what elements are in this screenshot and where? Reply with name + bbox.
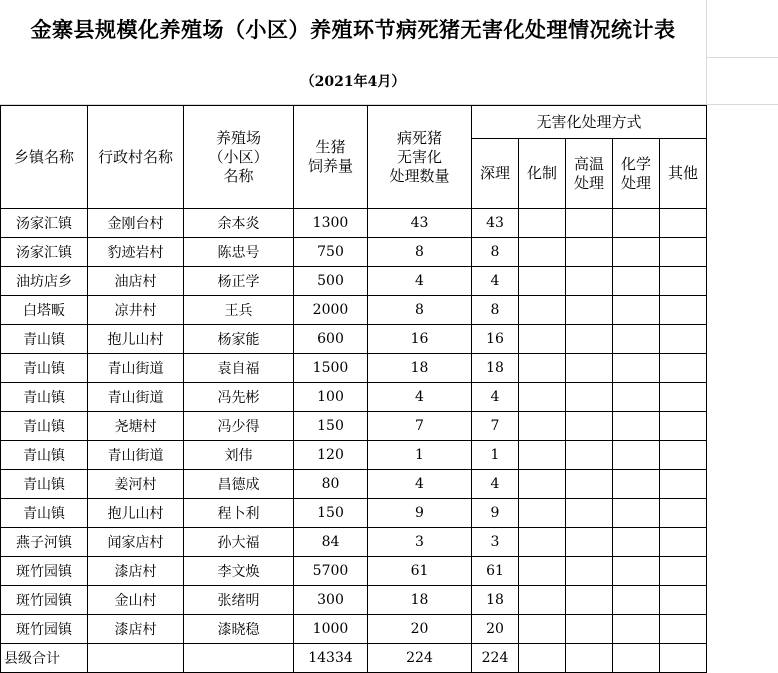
cell-method (519, 354, 566, 383)
table-row (1, 383, 707, 412)
cell-dead: 8 (368, 296, 472, 325)
cell-method (566, 296, 613, 325)
cell-village: 金刚台村 (88, 209, 184, 238)
table-row (1, 528, 707, 557)
statistics-table (0, 105, 707, 673)
cell-method (566, 586, 613, 615)
header-dead-line: 病死猪 (396, 128, 442, 147)
cell-method (519, 412, 566, 441)
header-method-deep-burial (472, 139, 519, 209)
cell-farm: 刘伟 (184, 441, 294, 470)
cell-method (566, 383, 613, 412)
cell-method (519, 441, 566, 470)
cell-stock: 600 (294, 325, 368, 354)
cell-method (613, 412, 660, 441)
cell-method (613, 615, 660, 644)
cell-method (660, 528, 707, 557)
cell-dead: 18 (368, 586, 472, 615)
cell-method (519, 528, 566, 557)
cell-farm: 袁自福 (184, 354, 294, 383)
cell-method (660, 615, 707, 644)
cell-method (660, 354, 707, 383)
cell-town: 油坊店乡 (1, 267, 88, 296)
cell-town: 燕子河镇 (1, 528, 88, 557)
cell-dead: 20 (368, 615, 472, 644)
cell-method: 9 (472, 499, 519, 528)
header-method-line: 其他 (667, 164, 698, 182)
header-dead (368, 106, 472, 209)
cell-method (519, 586, 566, 615)
header-method-line: 化学 (620, 154, 651, 173)
cell-stock: 1000 (294, 615, 368, 644)
header-method-line: 处理 (573, 173, 604, 192)
total-method (613, 644, 660, 673)
header-method-line: 深理 (479, 164, 510, 182)
cell-village: 抱儿山村 (88, 325, 184, 354)
cell-method: 1 (472, 441, 519, 470)
cell-method (566, 615, 613, 644)
total-stock: 14334 (294, 644, 368, 673)
cell-village: 青山街道 (88, 383, 184, 412)
cell-farm: 杨正学 (184, 267, 294, 296)
cell-method (566, 209, 613, 238)
cell-method (613, 267, 660, 296)
cell-dead: 3 (368, 528, 472, 557)
table-body (1, 209, 707, 673)
header-stock-line: 生猪 (315, 138, 346, 156)
cell-method (613, 470, 660, 499)
header-method-high-temp (566, 139, 613, 209)
cell-stock: 120 (294, 441, 368, 470)
total-empty-cell (184, 644, 294, 673)
header-farm-line: （小区） (208, 147, 269, 166)
cell-farm: 冯先彬 (184, 383, 294, 412)
header-farm-line: 名称 (223, 166, 254, 185)
cell-farm: 张绪明 (184, 586, 294, 615)
cell-method: 16 (472, 325, 519, 354)
cell-method (613, 238, 660, 267)
cell-stock: 300 (294, 586, 368, 615)
table-row (1, 354, 707, 383)
cell-dead: 7 (368, 412, 472, 441)
cell-stock: 500 (294, 267, 368, 296)
cell-method (519, 238, 566, 267)
table-row (1, 267, 707, 296)
cell-village: 漆店村 (88, 557, 184, 586)
cell-method (566, 412, 613, 441)
table-row (1, 209, 707, 238)
total-dead: 224 (368, 644, 472, 673)
cell-village: 尧塘村 (88, 412, 184, 441)
cell-farm: 李文焕 (184, 557, 294, 586)
cell-farm: 孙大福 (184, 528, 294, 557)
cell-village: 金山村 (88, 586, 184, 615)
cell-method (660, 441, 707, 470)
cell-dead: 4 (368, 383, 472, 412)
cell-farm: 王兵 (184, 296, 294, 325)
cell-method (660, 412, 707, 441)
header-town: 乡镇名称 (1, 106, 88, 209)
cell-method (566, 528, 613, 557)
cell-method (519, 296, 566, 325)
cell-stock: 100 (294, 383, 368, 412)
cell-dead: 8 (368, 238, 472, 267)
header-dead-line: 处理数量 (389, 166, 450, 185)
cell-method (519, 209, 566, 238)
report-date: （2021年4月） (0, 58, 706, 104)
cell-farm: 漆晓稳 (184, 615, 294, 644)
cell-town: 斑竹园镇 (1, 557, 88, 586)
cell-method: 4 (472, 267, 519, 296)
cell-farm: 程卜利 (184, 499, 294, 528)
total-method (660, 644, 707, 673)
cell-town: 青山镇 (1, 383, 88, 412)
cell-method (566, 557, 613, 586)
total-method (519, 644, 566, 673)
table-row (1, 470, 707, 499)
cell-method: 61 (472, 557, 519, 586)
cell-method (566, 441, 613, 470)
table-row (1, 441, 707, 470)
cell-village: 豹迹岩村 (88, 238, 184, 267)
cell-dead: 1 (368, 441, 472, 470)
header-method-line: 化制 (526, 164, 557, 182)
cell-method (519, 615, 566, 644)
table-row (1, 499, 707, 528)
cell-village: 凉井村 (88, 296, 184, 325)
cell-method (660, 325, 707, 354)
cell-method (660, 267, 707, 296)
cell-farm: 冯少得 (184, 412, 294, 441)
cell-dead: 43 (368, 209, 472, 238)
cell-dead: 9 (368, 499, 472, 528)
header-method-other (660, 139, 707, 209)
cell-method (566, 325, 613, 354)
cell-dead: 61 (368, 557, 472, 586)
cell-farm: 昌德成 (184, 470, 294, 499)
table-row (1, 557, 707, 586)
cell-village: 闻家店村 (88, 528, 184, 557)
cell-method (519, 383, 566, 412)
cell-method (660, 383, 707, 412)
cell-dead: 4 (368, 470, 472, 499)
cell-dead: 18 (368, 354, 472, 383)
total-method (566, 644, 613, 673)
cell-method (660, 209, 707, 238)
total-label: 县级合计 (1, 644, 88, 673)
cell-method (566, 354, 613, 383)
table-row (1, 412, 707, 441)
header-method-line: 处理 (620, 173, 651, 192)
table-row (1, 296, 707, 325)
header-farm-line: 养殖场 (215, 128, 261, 147)
cell-town: 青山镇 (1, 325, 88, 354)
table-row (1, 238, 707, 267)
cell-town: 青山镇 (1, 441, 88, 470)
cell-method (660, 296, 707, 325)
cell-method (519, 470, 566, 499)
cell-method (566, 238, 613, 267)
cell-town: 汤家汇镇 (1, 209, 88, 238)
cell-method: 7 (472, 412, 519, 441)
cell-village: 抱儿山村 (88, 499, 184, 528)
cell-village: 姜河村 (88, 470, 184, 499)
cell-method: 4 (472, 383, 519, 412)
cell-stock: 2000 (294, 296, 368, 325)
cell-town: 斑竹园镇 (1, 586, 88, 615)
header-farm (184, 106, 294, 209)
cell-method (613, 557, 660, 586)
sheet-title: 金寨县规模化养殖场（小区）养殖环节病死猪无害化处理情况统计表 (0, 0, 706, 58)
cell-town: 青山镇 (1, 354, 88, 383)
cell-method (613, 209, 660, 238)
cell-town: 青山镇 (1, 412, 88, 441)
cell-method (613, 296, 660, 325)
cell-stock: 5700 (294, 557, 368, 586)
cell-method: 18 (472, 586, 519, 615)
cell-dead: 16 (368, 325, 472, 354)
cell-farm: 陈忠号 (184, 238, 294, 267)
cell-village: 油店村 (88, 267, 184, 296)
total-method: 224 (472, 644, 519, 673)
cell-town: 斑竹园镇 (1, 615, 88, 644)
cell-method (566, 267, 613, 296)
table-row (1, 325, 707, 354)
total-empty-cell (88, 644, 184, 673)
header-method-line: 高温 (573, 154, 604, 173)
header-stock (294, 106, 368, 209)
header-village: 行政村名称 (88, 106, 184, 209)
cell-town: 汤家汇镇 (1, 238, 88, 267)
cell-method: 3 (472, 528, 519, 557)
cell-village: 漆店村 (88, 615, 184, 644)
cell-method (613, 528, 660, 557)
cell-method (519, 267, 566, 296)
cell-stock: 84 (294, 528, 368, 557)
cell-town: 青山镇 (1, 470, 88, 499)
cell-method: 8 (472, 238, 519, 267)
table-row (1, 586, 707, 615)
header-dead-line: 无害化 (396, 147, 442, 166)
cell-method (613, 441, 660, 470)
cell-method (613, 383, 660, 412)
cell-method (660, 499, 707, 528)
table-row (1, 615, 707, 644)
cell-method (613, 586, 660, 615)
cell-stock: 1500 (294, 354, 368, 383)
cell-method (660, 470, 707, 499)
cell-method (519, 499, 566, 528)
cell-method (660, 586, 707, 615)
header-method-chemical (613, 139, 660, 209)
cell-stock: 1300 (294, 209, 368, 238)
cell-village: 青山街道 (88, 354, 184, 383)
cell-method: 8 (472, 296, 519, 325)
cell-stock: 150 (294, 412, 368, 441)
header-method-rendering (519, 139, 566, 209)
cell-dead: 4 (368, 267, 472, 296)
cell-method (660, 557, 707, 586)
header-method-group: 无害化处理方式 (472, 106, 707, 139)
cell-village: 青山街道 (88, 441, 184, 470)
cell-farm: 余本炎 (184, 209, 294, 238)
cell-method (613, 354, 660, 383)
cell-method (519, 557, 566, 586)
cell-method (660, 238, 707, 267)
total-row (1, 644, 707, 673)
cell-town: 青山镇 (1, 499, 88, 528)
cell-method (519, 325, 566, 354)
cell-method (566, 499, 613, 528)
cell-town: 白塔畈 (1, 296, 88, 325)
cell-method: 20 (472, 615, 519, 644)
cell-stock: 80 (294, 470, 368, 499)
cell-method: 18 (472, 354, 519, 383)
cell-stock: 150 (294, 499, 368, 528)
cell-method: 4 (472, 470, 519, 499)
cell-farm: 杨家能 (184, 325, 294, 354)
header-stock-line: 饲养量 (307, 157, 353, 175)
cell-method: 43 (472, 209, 519, 238)
cell-method (613, 325, 660, 354)
cell-stock: 750 (294, 238, 368, 267)
cell-method (566, 470, 613, 499)
cell-method (613, 499, 660, 528)
